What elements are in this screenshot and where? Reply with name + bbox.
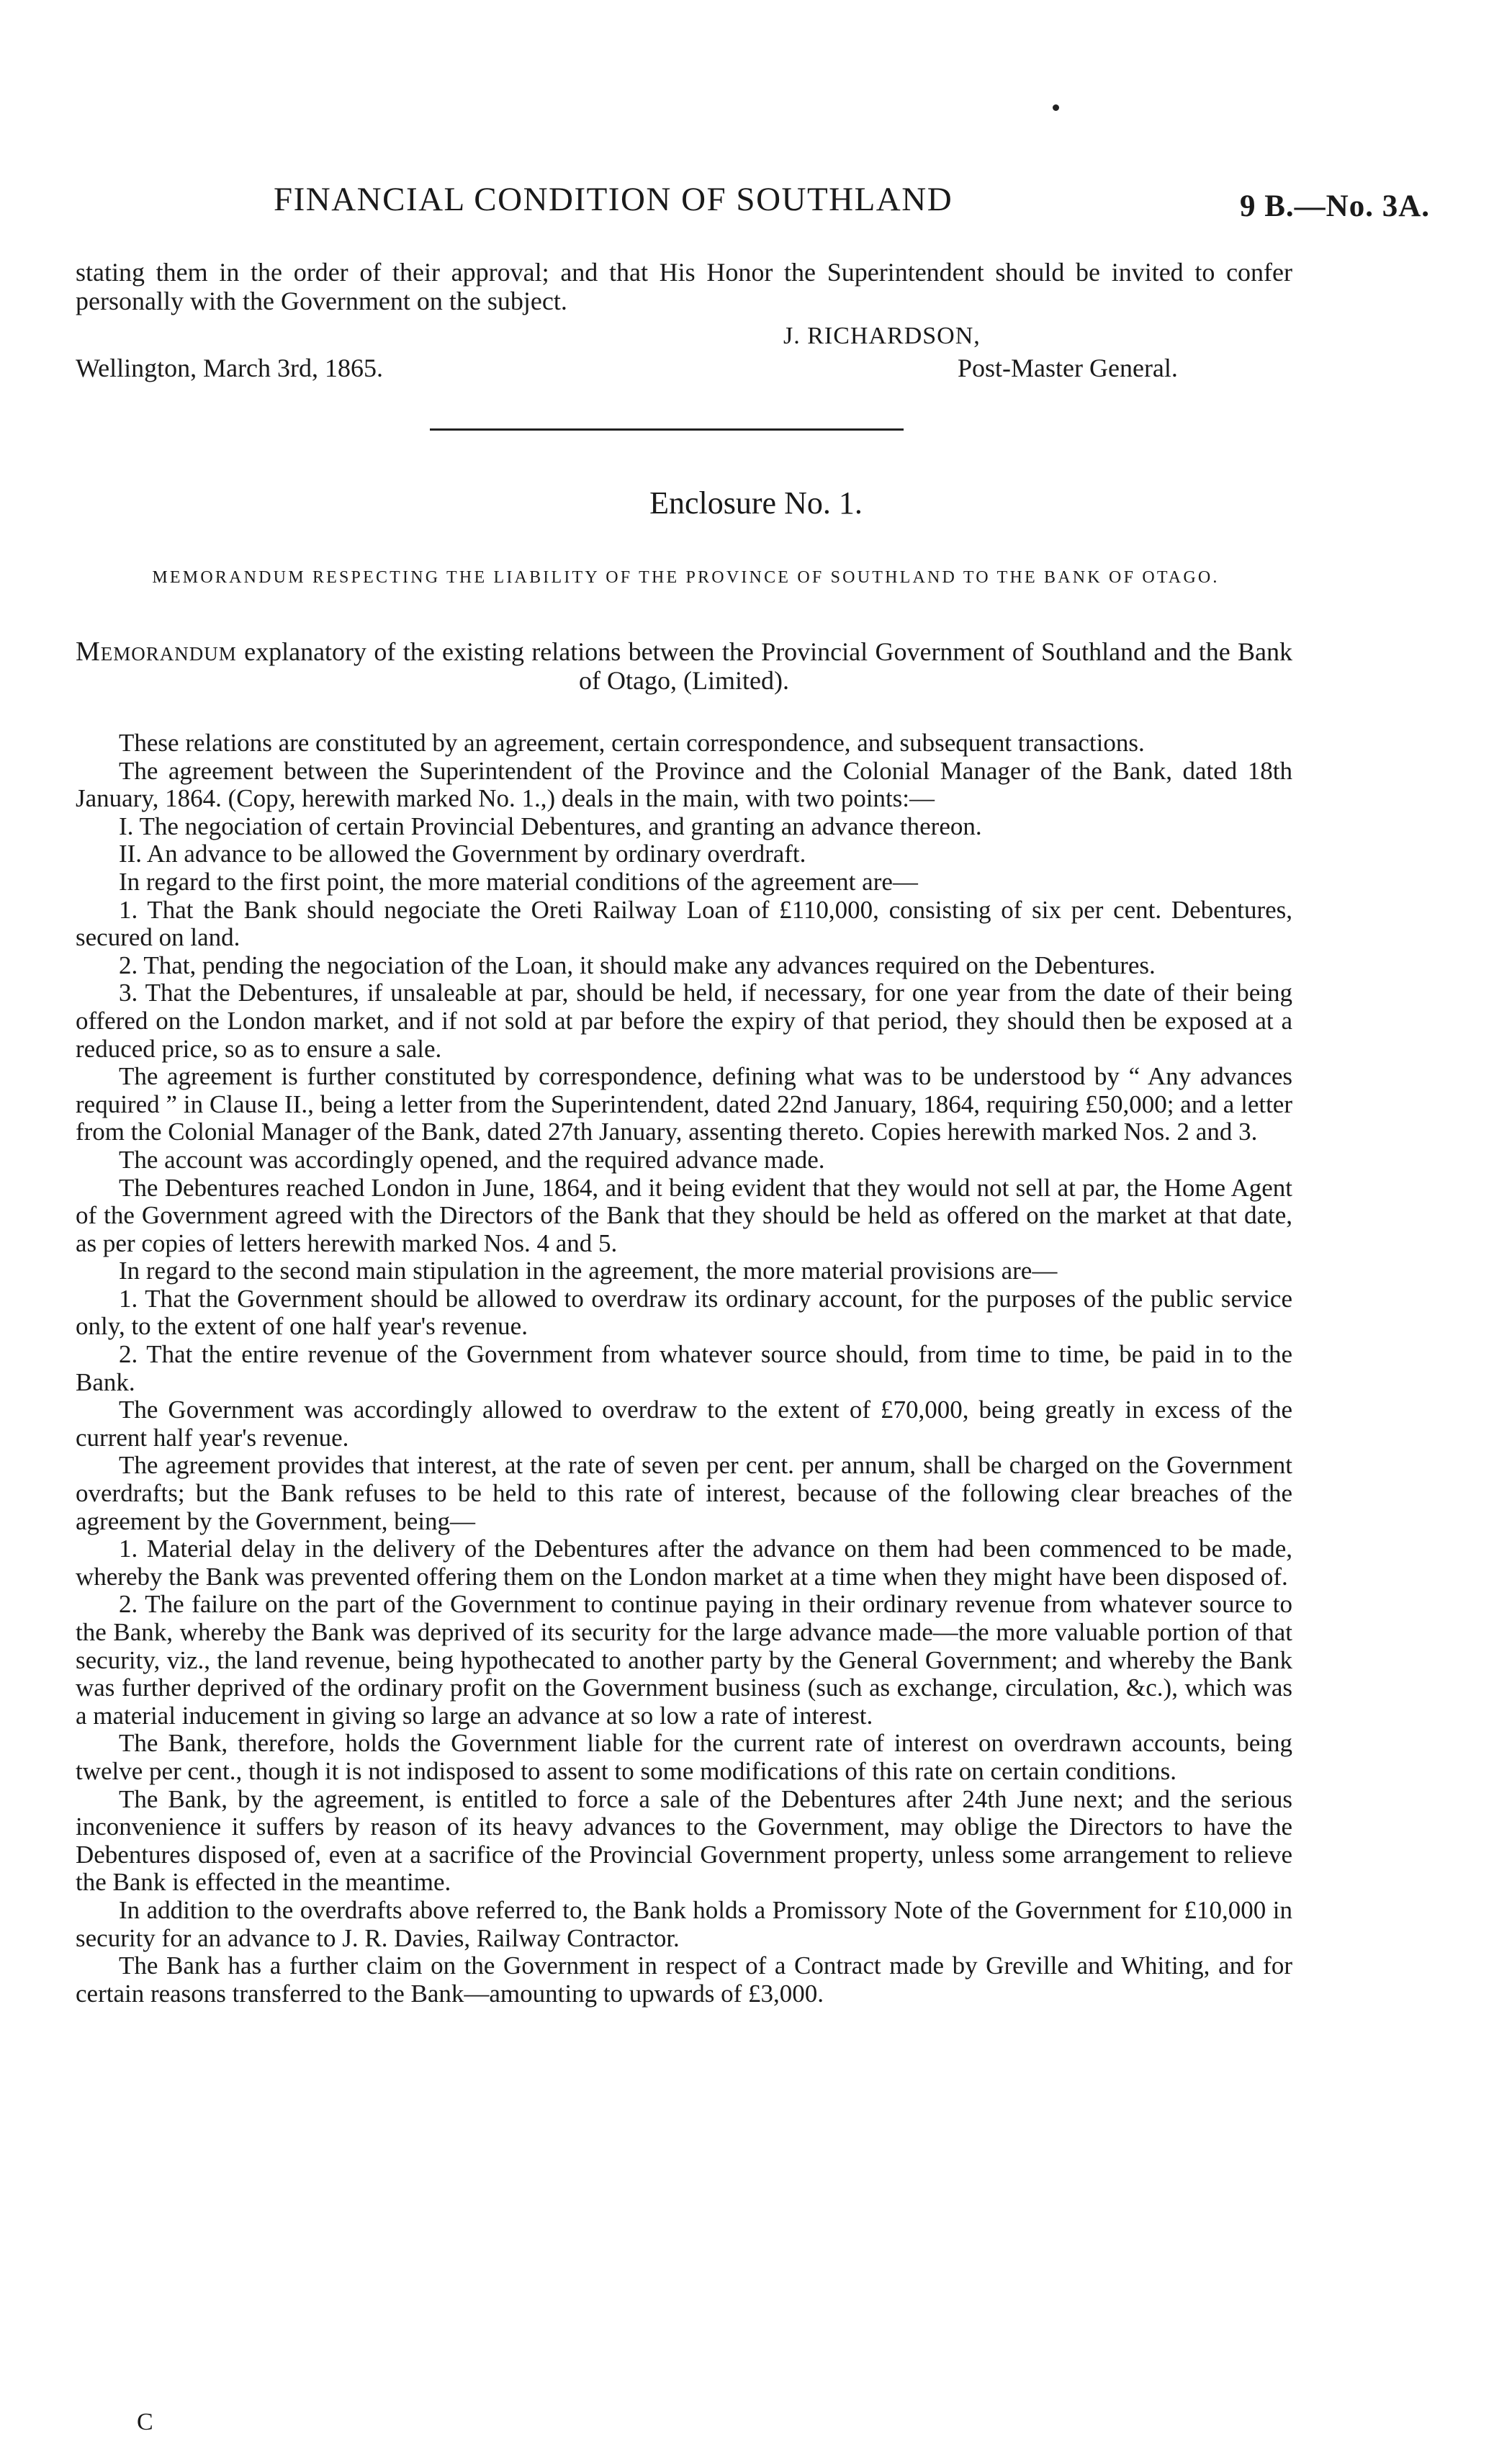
- body-paragraph: The account was accordingly opened, and the required advance made.: [119, 1145, 825, 1174]
- body-paragraph: In regard to the first point, the more material conditions of the agreement are—: [119, 867, 918, 896]
- body-paragraph: The agreement provides that interest, at the rate of seven per cent. per annum, shall be charged on the Government overdrafts; but the Bank refuses to be held to this rate of interest, because of the following clear breaches of the agreement by the Government, being—: [76, 1451, 1292, 1535]
- body-paragraph: The agreement between the Superintendent of the Province and the Colonial Manager of the Bank, dated 18th January, 1864. (Copy, herewith marked No. 1.,) deals in the main, with two points:—: [76, 756, 1292, 813]
- body-paragraph: The Government was accordingly allowed to overdraw to the extent of £70,000, being greatly in excess of the current half year's revenue.: [76, 1396, 1292, 1452]
- signature-letter: C: [137, 2409, 153, 2435]
- enclosure-title: Enclosure No. 1.: [649, 485, 863, 521]
- body-paragraph: I. The negociation of certain Provincial Debentures, and granting an advance thereon.: [119, 812, 982, 840]
- body-paragraph: In addition to the overdrafts above referred to, the Bank holds a Promissory Note of the Government for £10,000 in security for an advance to J. R. Davies, Railway Contractor.: [76, 1895, 1292, 1952]
- memorandum-heading: MEMORANDUM RESPECTING THE LIABILITY OF THE PROVINCE OF SOUTHLAND TO THE BANK OF OTAGO.: [152, 568, 1220, 587]
- body-paragraph: The agreement is further constituted by correspondence, defining what was to be understood by “ Any advances required ” in Clause II., being a letter from the Superintendent, dated 22nd January, 1864, requiring £50,000; and a letter from the Colonial Manager of the Bank, dated 27th January, assenting thereto. Copies herewith marked Nos. 2 and 3.: [76, 1062, 1292, 1146]
- section-divider: [430, 428, 904, 431]
- body-paragraph: II. An advance to be allowed the Government by ordinary overdraft.: [119, 840, 806, 868]
- body-paragraph: The Bank has a further claim on the Government in respect of a Contract made by Greville and Whiting, and for certain reasons transferred to the Bank—amounting to upwards of £3,000.: [76, 1951, 1292, 2008]
- place-date: Wellington, March 3rd, 1865.: [76, 354, 384, 382]
- intro-text: stating them in the order of their approval; and that His Honor the Superintendent should be invited to confer personally with the Government on the subject.: [76, 258, 1292, 315]
- body-paragraph: 3. That the Debentures, if unsaleable at par, should be held, if necessary, for one year from the date of their being offered on the London market, and if not sold at par before the expiry of that period, they should then be exposed at a reduced price, so as to ensure a sale.: [76, 979, 1292, 1063]
- body-paragraph: The Bank, therefore, holds the Government liable for the current rate of interest on overdrawn accounts, being twelve per cent., though it is not indisposed to assent to some modifications of this rate on certain conditions.: [76, 1729, 1292, 1785]
- body-paragraph: The Bank, by the agreement, is entitled to force a sale of the Debentures after 24th June next; and the serious inconvenience it suffers by reason of its heavy advances to the Government, may oblige the Directors to have the Debentures disposed of, even at a sacrifice of the Provincial Government property, unless some arrangement to relieve the Bank is effected in the meantime.: [76, 1784, 1292, 1897]
- body-paragraph: 2. That the entire revenue of the Government from whatever source should, from time to time, be paid in to the Bank.: [76, 1340, 1292, 1396]
- signatory-title: Post-Master General.: [958, 354, 1178, 382]
- body-paragraph: In regard to the second main stipulation in the agreement, the more material provisions are—: [119, 1257, 1058, 1285]
- document-reference: 9 B.—No. 3A.: [1240, 189, 1431, 223]
- memorandum-intro: [76, 637, 1292, 695]
- body-paragraph: 2. The failure on the part of the Government to continue paying in their ordinary revenue from whatever source to the Bank, whereby the Bank was deprived of its security for the large advance made—the more valuable portion of that security, viz., the land revenue, being hypothecated to another party by the General Government; and whereby the Bank was further deprived of the ordinary profit on the Government business (such as exchange, circulation, &c.), which was a material inducement in giving so large an advance at so low a rate of interest.: [76, 1590, 1292, 1730]
- page-title: FINANCIAL CONDITION OF SOUTHLAND: [274, 181, 953, 218]
- memorandum-word: Memorandum: [76, 637, 237, 667]
- body-paragraph: 1. Material delay in the delivery of the Debentures after the advance on them had been commenced to be made, whereby the Bank was prevented offering them on the London market at a time when they might have been disposed of.: [76, 1535, 1292, 1591]
- body-paragraph: The Debentures reached London in June, 1864, and it being evident that they would not sell at par, the Home Agent of the Government agreed with the Directors of the Bank that they should be held as offered on the market at that date, as per copies of letters herewith marked Nos. 4 and 5.: [76, 1173, 1292, 1257]
- memorandum-intro-text: explanatory of the existing relations between the Provincial Government of Southland and the Bank of Otago, (Limited).: [236, 637, 1292, 695]
- signatory-name: J. RICHARDSON,: [783, 323, 981, 349]
- body-paragraph: 1. That the Government should be allowed to overdraw its ordinary account, for the purposes of the public service only, to the extent of one half year's revenue.: [76, 1284, 1292, 1341]
- body-paragraph: 2. That, pending the negociation of the Loan, it should make any advances required on the Debentures.: [119, 951, 1156, 979]
- memorandum-body: [76, 729, 1292, 2008]
- ink-dot: [1053, 104, 1059, 111]
- intro-paragraph: [76, 258, 1292, 315]
- body-paragraph: These relations are constituted by an agreement, certain correspondence, and subsequent transactions.: [119, 729, 1145, 757]
- body-paragraph: 1. That the Bank should negociate the Oreti Railway Loan of £110,000, consisting of six per cent. Debentures, secured on land.: [76, 895, 1292, 952]
